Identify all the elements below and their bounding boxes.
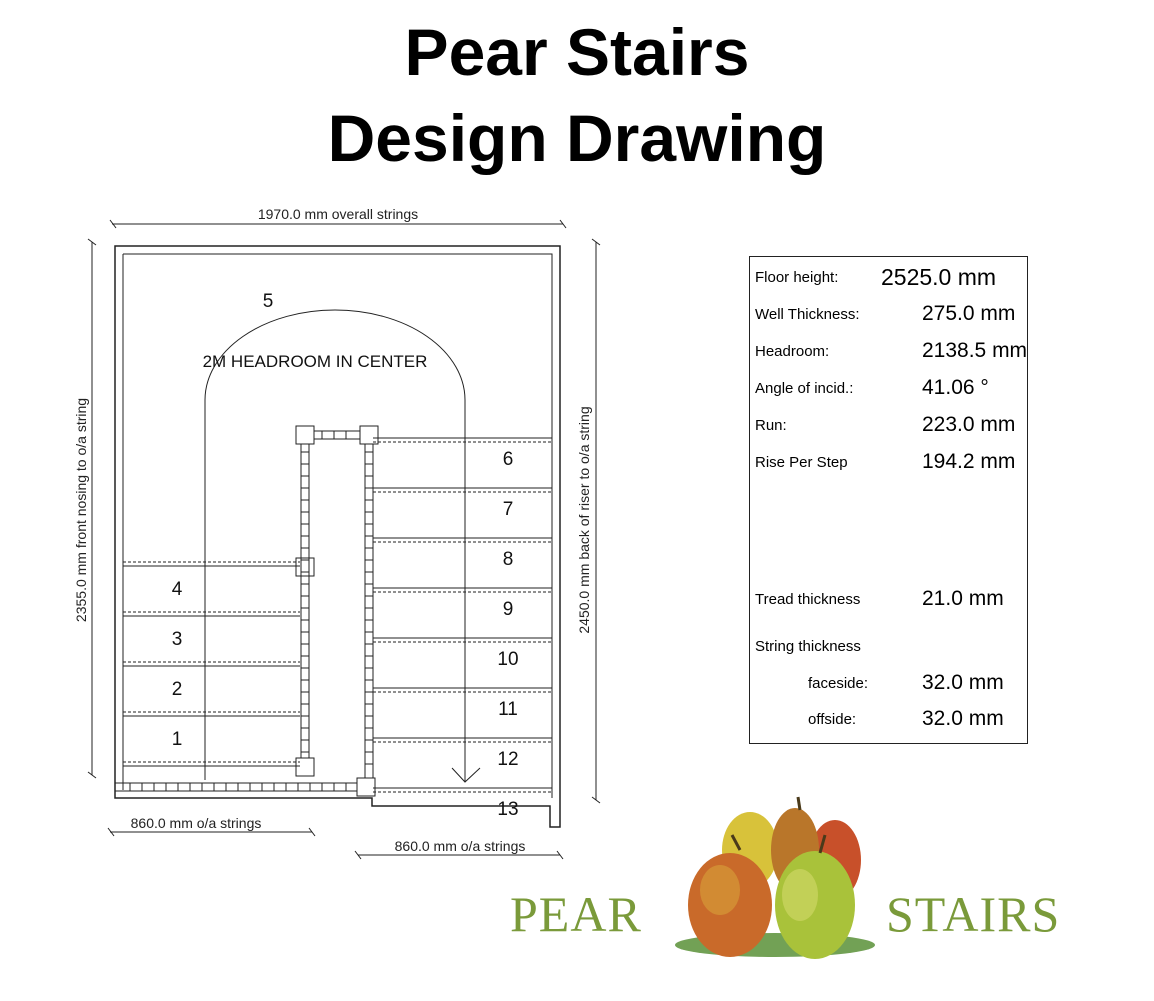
left-step-number: 3	[171, 629, 183, 650]
right-step-number: 10	[497, 649, 519, 670]
dim-left-label: 2355.0 mm front nosing to o/a string	[73, 397, 89, 623]
angle-value: 41.06 °	[922, 376, 989, 399]
right-step-number: 11	[498, 699, 518, 720]
left-step-number: 1	[171, 729, 183, 750]
faceside-value: 32.0 mm	[922, 671, 1004, 694]
dim-right-label: 2450.0 mm back of riser to o/a string	[576, 406, 592, 634]
floor-height-value: 2525.0 mm	[881, 264, 997, 290]
walking-arrow	[452, 768, 480, 782]
string-thickness-label: String thickness	[755, 638, 861, 655]
well-thickness-value: 275.0 mm	[922, 302, 1016, 325]
left-step-number: 2	[171, 679, 183, 700]
right-step-number: 13	[497, 799, 519, 820]
tread-thickness-value: 21.0 mm	[922, 587, 1004, 610]
tread-thickness-label: Tread thickness	[755, 591, 861, 608]
offside-value: 32.0 mm	[922, 707, 1004, 730]
right-step-number: 8	[502, 549, 514, 570]
title-line-1: Pear Stairs	[404, 15, 750, 89]
left-step-number: 4	[171, 579, 183, 600]
run-value: 223.0 mm	[922, 413, 1016, 436]
landing-step-number: 5	[262, 291, 274, 312]
headroom-value: 2138.5 mm	[922, 339, 1028, 362]
right-step-number: 9	[502, 599, 514, 620]
dim-bottom-left-label: 860.0 mm o/a strings	[130, 815, 262, 831]
run-label: Run:	[755, 417, 787, 434]
title-line-2: Design Drawing	[327, 101, 827, 175]
headroom-label: Headroom:	[755, 343, 830, 360]
right-step-number: 12	[497, 749, 519, 770]
headroom-note: 2M HEADROOM IN CENTER	[202, 352, 428, 371]
right-step-number: 6	[502, 449, 514, 470]
logo-text-stairs: STAIRS	[886, 886, 1061, 942]
dim-bottom-right-label: 860.0 mm o/a strings	[394, 838, 526, 854]
dim-top-label: 1970.0 mm overall strings	[257, 206, 419, 222]
rise-label: Rise Per Step	[755, 454, 848, 471]
offside-label: offside:	[808, 711, 857, 728]
pear-logo-icon	[660, 795, 890, 970]
floor-height-label: Floor height:	[755, 269, 839, 286]
rise-value: 194.2 mm	[922, 450, 1016, 473]
right-step-number: 7	[502, 499, 514, 520]
walking-line	[202, 310, 465, 782]
logo-text-pear: PEAR	[510, 886, 642, 942]
well-thickness-label: Well Thickness:	[755, 306, 860, 323]
faceside-label: faceside:	[808, 675, 869, 692]
angle-label: Angle of incid.:	[755, 380, 854, 397]
